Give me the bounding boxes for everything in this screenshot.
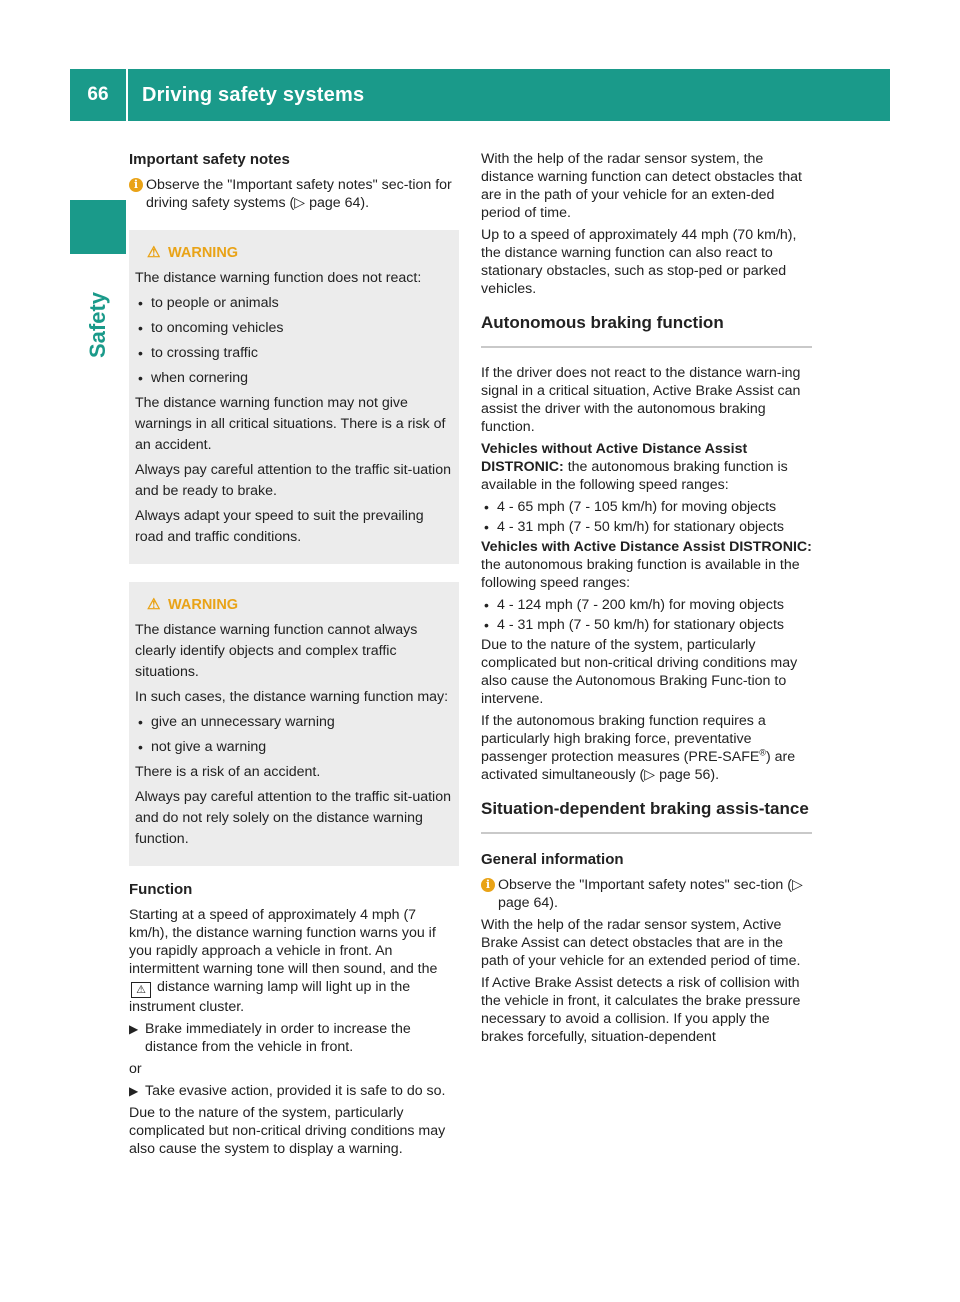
header-divider xyxy=(126,69,128,121)
warning-header xyxy=(135,242,451,264)
warning-text: The distance warning function may not give warnings in all critical situations. There is a risk of an accident. xyxy=(135,395,446,453)
warning-box-2 xyxy=(129,582,459,866)
info-text: Observe the "Important safety notes" sec-tion (▷ page 64). xyxy=(498,877,803,911)
instruction-step xyxy=(129,1082,459,1100)
speed-range-bullet: • 4 - 31 mph (7 - 50 km/h) for stationary objects xyxy=(481,616,812,634)
radar-brake-assist-paragraph: With the help of the radar sensor system, Active Brake Assist can detect obstacles that are in the path of your vehicle for an extended period of time. xyxy=(481,917,801,969)
with-distronic-label: Vehicles with Active Distance Assist DISTRONIC: xyxy=(481,539,812,555)
warning-text: Always pay careful attention to the traffic sit-uation and do not rely solely on the distance warning function. xyxy=(135,789,451,847)
autonomous-braking-heading: Autonomous braking function xyxy=(481,312,812,348)
without-distronic-text: the autonomous braking function is available in the following speed ranges: xyxy=(481,459,788,493)
warning-bullet: • when cornering xyxy=(135,368,451,389)
warning-text: There is a risk of an accident. xyxy=(135,764,321,780)
warning-bullet: • give an unnecessary warning xyxy=(135,712,451,733)
side-tab xyxy=(70,270,126,380)
step-arrow-icon: ▶ xyxy=(129,1084,139,1098)
side-tab-label: Safety xyxy=(85,291,110,359)
page-header xyxy=(70,69,890,121)
info-note xyxy=(481,876,812,912)
with-distronic-paragraph xyxy=(481,538,812,592)
collision-paragraph: If Active Brake Assist detects a risk of collision with the vehicle in front, it calculates the brake pressure necessary to avoid a collision. If you apply the brakes forcefully, situation-dependent xyxy=(481,975,801,1045)
distance-warning-lamp-icon: ⚠ xyxy=(131,982,151,998)
important-safety-heading: Important safety notes xyxy=(129,151,290,168)
step-text: Take evasive action, provided it is safe to do so. xyxy=(145,1083,446,1099)
function-text-b: distance warning lamp will light up in the instrument cluster. xyxy=(129,979,411,1015)
warning-bullet: • to people or animals xyxy=(135,293,451,314)
warning-bullet: • to crossing traffic xyxy=(135,343,451,364)
pre-safe-text-b: ) are activated simultaneously (▷ page 56). xyxy=(481,749,796,783)
closing-paragraph: Due to the nature of the system, particularly complicated but non-critical driving conditions may also cause the system to display a warning. xyxy=(129,1105,446,1157)
function-text-a: Starting at a speed of approximately 4 mph (7 km/h), the distance warning function warns you if you rapidly approach a vehicle in front. An intermittent warning tone will then sound, and the xyxy=(129,907,438,977)
info-note xyxy=(129,176,459,212)
warning-text: The distance warning function cannot always clearly identify objects and complex traffic situations. xyxy=(135,622,418,680)
warning-triangle-icon: ⚠ xyxy=(147,596,161,613)
left-column xyxy=(129,150,459,1162)
warning-text: In such cases, the distance warning function may: xyxy=(135,689,449,705)
pre-safe-paragraph xyxy=(481,712,812,784)
function-heading: Function xyxy=(129,881,193,898)
step-text: Brake immediately in order to increase the distance from the vehicle in front. xyxy=(145,1021,411,1055)
speed-range-bullet: • 4 - 65 mph (7 - 105 km/h) for moving objects xyxy=(481,498,812,516)
warning-bullet: • to oncoming vehicles xyxy=(135,318,451,339)
warning-header xyxy=(135,594,451,616)
without-distronic-paragraph xyxy=(481,440,812,494)
function-paragraph xyxy=(129,906,459,1016)
warning-text: Always pay careful attention to the traffic sit-uation and be ready to brake. xyxy=(135,462,451,499)
warning-label: WARNING xyxy=(168,245,239,261)
warning-triangle-icon: ⚠ xyxy=(147,244,161,261)
general-information-heading: General information xyxy=(481,851,624,868)
right-column xyxy=(481,150,812,1050)
speed-range-bullet: • 4 - 31 mph (7 - 50 km/h) for stationary objects xyxy=(481,518,812,536)
info-icon: i xyxy=(481,878,495,892)
step-arrow-icon: ▶ xyxy=(129,1022,139,1036)
section-title: Driving safety systems xyxy=(142,84,365,106)
with-distronic-text: the autonomous braking function is available in the following speed ranges: xyxy=(481,557,800,591)
info-text: Observe the "Important safety notes" sec-tion for driving safety systems (▷ page 64). xyxy=(146,177,452,211)
warning-intro: The distance warning function does not react: xyxy=(135,270,422,286)
pre-safe-text-a: If the autonomous braking function requires a particularly high braking force, preventative passenger protection measures (PRE-SAFE xyxy=(481,713,766,765)
speed-range-bullet: • 4 - 124 mph (7 - 200 km/h) for moving objects xyxy=(481,596,812,614)
info-icon: i xyxy=(129,178,143,192)
situation-dependent-heading: Situation-dependent braking assis-tance xyxy=(481,798,812,834)
warning-label: WARNING xyxy=(168,597,239,613)
radar-paragraph: With the help of the radar sensor system, the distance warning function can detect obstacles that are in the path of your vehicle for an exten-ded period of time. xyxy=(481,151,802,221)
nature-paragraph: Due to the nature of the system, particularly complicated but non-critical driving conditions may also cause the Autonomous Braking Func-tion to intervene. xyxy=(481,637,798,707)
instruction-step xyxy=(129,1020,459,1056)
stationary-paragraph: Up to a speed of approximately 44 mph (70 km/h), the distance warning function can also react to stationary obstacles, such as stop-ped or parked vehicles. xyxy=(481,227,797,297)
warning-box-1 xyxy=(129,230,459,564)
page-number: 66 xyxy=(87,84,109,105)
warning-bullet: • not give a warning xyxy=(135,737,451,758)
registered-mark: ® xyxy=(759,747,766,758)
without-distronic-label: Vehicles without Active Distance Assist DISTRONIC: xyxy=(481,441,748,475)
warning-text: Always adapt your speed to suit the prevailing road and traffic conditions. xyxy=(135,508,424,545)
or-text: or xyxy=(129,1061,142,1077)
autonomous-paragraph: If the driver does not react to the distance warn-ing signal in a critical situation, Active Brake Assist can assist the driver with the autonomous braking function. xyxy=(481,365,801,435)
side-tab-marker xyxy=(70,200,126,254)
